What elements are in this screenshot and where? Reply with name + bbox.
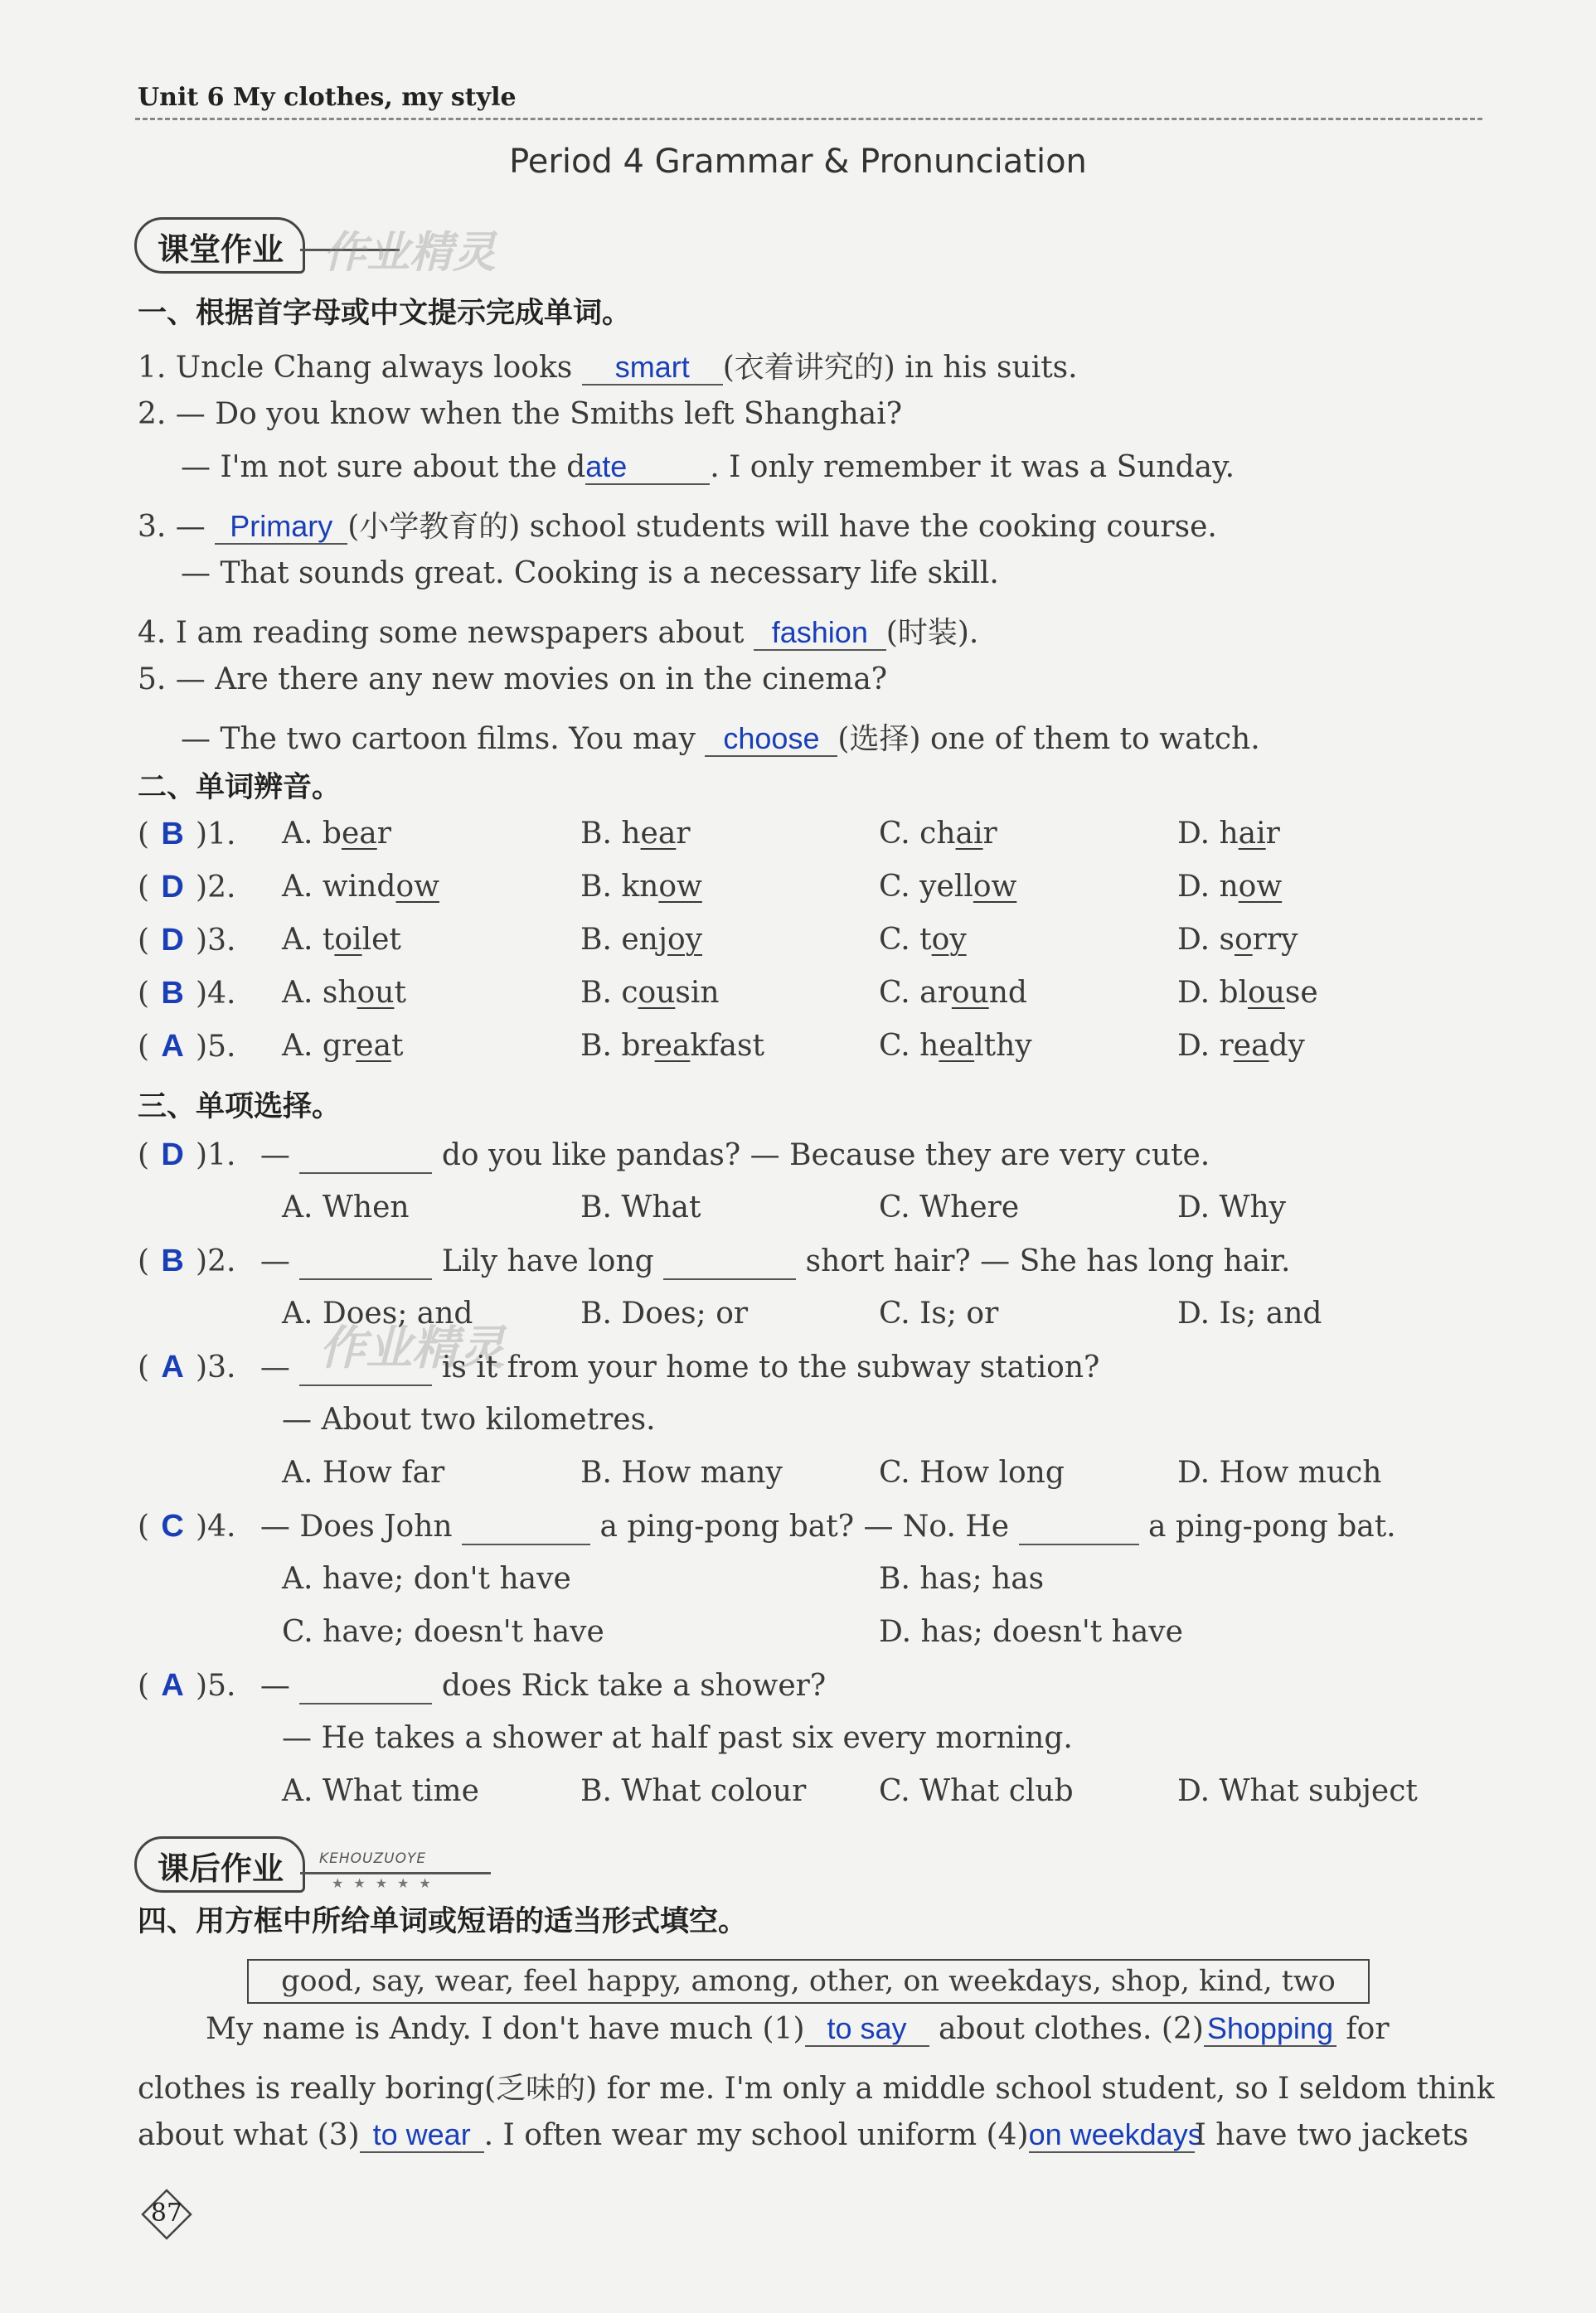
s3-q4-stem: ( C )4. — Does John a ping-pong bat? — No. He a ping-pong bat.: [138, 1509, 1396, 1544]
section-2-title: 二、单词辨音。: [138, 771, 342, 804]
s4-line-3-pre: about what (3): [138, 2118, 360, 2152]
s2-row-1-option-b: B. hear: [580, 817, 691, 851]
s2-row-1: ( B )1.: [138, 817, 236, 851]
s1-q5-reply: [181, 715, 1260, 758]
s3-q4-text-3: a ping-pong bat.: [1147, 1510, 1396, 1544]
s3-q2-number: )2.: [196, 1244, 236, 1278]
s4-line-3: [138, 2118, 1468, 2153]
s3-q1-dash: —: [260, 1138, 290, 1172]
s1-q3-reply: — That sounds great. Cooking is a necessary life skill.: [181, 556, 999, 590]
s3-q4-option-a: A. have; don't have: [282, 1562, 571, 1596]
s3-q3-answer: A: [161, 1350, 184, 1384]
s4-answer-3: to wear: [360, 2118, 484, 2153]
s1-q3-pre: 3. —: [138, 510, 206, 544]
s3-q5-option-c: C. What club: [879, 1774, 1074, 1808]
s2-number: )2.: [196, 870, 236, 904]
s2-row-4-option-b: B. cousin: [580, 976, 720, 1010]
s3-q1-stem: ( D )1. — do you like pandas? — Because they are very cute.: [138, 1137, 1210, 1172]
s2-answer: B: [161, 817, 184, 851]
s1-q3-question: [138, 503, 1217, 546]
s2-number: )5.: [196, 1030, 236, 1064]
s2-row-1-option-d: D. hair: [1177, 817, 1280, 851]
s2-row-2: ( D )2.: [138, 870, 236, 904]
s4-answer-4: on weekdays: [1028, 2117, 1203, 2151]
s3-q2-blank-2: [663, 1245, 796, 1280]
s4-answer-2: Shopping: [1204, 2012, 1336, 2047]
s3-q2-option-d: D. Is; and: [1177, 1297, 1322, 1331]
s2-row-3-option-a: A. toilet: [282, 923, 401, 957]
s1-q5-pre: — The two cartoon films. You may: [181, 722, 696, 756]
s1-q3-post: (小学教育的) school students will have the cooking course.: [347, 510, 1217, 544]
s3-q4-answer: C: [161, 1509, 184, 1544]
s3-q1-option-c: C. Where: [879, 1190, 1020, 1224]
unit-header: Unit 6 My clothes, my style: [138, 83, 517, 112]
section-4-title: 四、用方框中所给单词或短语的适当形式填空。: [138, 1905, 748, 1938]
s2-answer: A: [161, 1029, 184, 1064]
s2-row-2-option-c: C. yellow: [879, 870, 1017, 904]
s3-q5-text: does Rick take a shower?: [441, 1669, 827, 1703]
s3-q5-dash: —: [260, 1669, 290, 1703]
s1-q5-answer: choose: [705, 722, 837, 757]
s3-q5-blank: [299, 1670, 432, 1704]
s2-row-1-option-a: A. bear: [282, 817, 391, 851]
s2-row-2-option-d: D. now: [1177, 870, 1283, 904]
s4-answer-1: to say: [805, 2012, 929, 2047]
s1-q4-post: (时装).: [885, 616, 979, 650]
s3-q2-stem: ( B )2. — Lily have long short hair? — She has long hair.: [138, 1244, 1291, 1278]
s2-row-4-option-c: C. around: [879, 976, 1027, 1010]
s4-line-1-pre: My name is Andy. I don't have much (1): [206, 2012, 805, 2046]
s3-q2-dash: —: [260, 1244, 290, 1278]
s1-q1-answer: smart: [582, 351, 723, 386]
s3-q4-option-b: B. has; has: [879, 1562, 1045, 1596]
s3-q5-reply: — He takes a shower at half past six every morning.: [282, 1721, 1073, 1755]
watermark-logo: 作业精灵: [323, 228, 497, 278]
s2-row-5-option-d: D. ready: [1177, 1029, 1305, 1063]
s3-q3-reply: — About two kilometres.: [282, 1403, 656, 1437]
page-number: 87: [150, 2199, 183, 2228]
s3-q4-blank-2: [1019, 1510, 1139, 1545]
s3-q1-option-a: A. When: [282, 1190, 410, 1224]
header-divider: [135, 118, 1482, 120]
banner-classwork-label: 课堂作业: [158, 231, 284, 268]
word-box: good, say, wear, feel happy, among, other, on weekdays, shop, kind, two: [247, 1959, 1370, 2004]
s3-q5-stem: ( A )5. — does Rick take a shower?: [138, 1668, 827, 1703]
banner-homework-stars: ★★★★★: [332, 1875, 441, 1891]
s2-row-5: ( A )5.: [138, 1029, 236, 1064]
s2-row-3-option-d: D. sorry: [1177, 923, 1298, 957]
s3-q3-number: )3.: [196, 1350, 236, 1384]
s3-q1-option-d: D. Why: [1177, 1190, 1286, 1224]
s1-q5-question: 5. — Are there any new movies on in the cinema?: [138, 662, 888, 696]
s3-q2-option-c: C. Is; or: [879, 1297, 999, 1331]
s3-q3-option-b: B. How many: [580, 1456, 783, 1490]
s1-q2-answer: ate: [585, 450, 710, 485]
s1-q1-post: (衣着讲究的) in his suits.: [722, 351, 1078, 385]
s3-q5-option-b: B. What colour: [580, 1774, 807, 1808]
s4-line-1-mid: about clothes. (2): [938, 2012, 1204, 2046]
banner-homework-tail: [300, 1872, 491, 1874]
watermark-logo-2: 作业精灵: [319, 1321, 505, 1375]
s3-q5-option-a: A. What time: [282, 1774, 479, 1808]
s3-q3-dash: —: [260, 1350, 290, 1384]
s3-q2-option-b: B. Does; or: [580, 1297, 749, 1331]
s2-row-5-option-b: B. breakfast: [580, 1029, 764, 1063]
s2-row-3: ( D )3.: [138, 923, 236, 958]
s3-q4-option-c: C. have; doesn't have: [282, 1615, 604, 1649]
s2-answer: D: [161, 870, 184, 904]
s1-q2-reply: [181, 450, 1235, 485]
period-title: Period 4 Grammar & Pronunciation: [509, 143, 1087, 181]
s3-q4-number: )4.: [196, 1510, 236, 1544]
s2-answer: B: [161, 976, 184, 1011]
s4-line-1: [206, 2012, 1390, 2047]
section-1-title: 一、根据首字母或中文提示完成单词。: [138, 297, 632, 330]
s3-q2-answer: B: [161, 1244, 184, 1278]
s3-q1-blank: [299, 1139, 432, 1174]
s4-line-2: clothes is really boring(乏味的) for me. I'm only a middle school student, so I seldom think: [138, 2072, 1495, 2106]
s1-q2-post: . I only remember it was a Sunday.: [710, 450, 1235, 484]
s3-q3-stem: ( A )3. — is it from your home to the subway station?: [138, 1350, 1100, 1384]
s3-q2-text-1: Lily have long: [441, 1244, 654, 1278]
s1-q1: [138, 344, 1078, 386]
s2-row-1-option-c: C. chair: [879, 817, 997, 851]
s2-row-5-option-a: A. great: [282, 1029, 404, 1063]
s1-q4-answer: fashion: [754, 616, 886, 651]
s3-q4-text-2: a ping-pong bat? — No. He: [599, 1510, 1010, 1544]
section-3-title: 三、单项选择。: [138, 1090, 342, 1123]
s3-q1-text: do you like pandas? — Because they are very cute.: [441, 1138, 1210, 1172]
s2-number: )1.: [196, 817, 236, 851]
s3-q3-option-d: D. How much: [1177, 1456, 1382, 1490]
s1-q5-post: (选择) one of them to watch.: [837, 722, 1260, 756]
s3-q4-option-d: D. has; doesn't have: [879, 1615, 1183, 1649]
s2-number: )3.: [196, 924, 236, 958]
s2-row-4: ( B )4.: [138, 976, 236, 1011]
s2-row-4-option-a: A. shout: [282, 976, 406, 1010]
s3-q5-number: )5.: [196, 1669, 236, 1703]
s3-q2-blank-1: [299, 1245, 432, 1280]
s2-row-5-option-c: C. healthy: [879, 1029, 1032, 1063]
s1-q4-pre: 4. I am reading some newspapers about: [138, 616, 745, 650]
s3-q3-blank: [299, 1351, 432, 1386]
s1-q2-pre: — I'm not sure about the d: [181, 450, 586, 484]
s1-q2-question: 2. — Do you know when the Smiths left Shanghai?: [138, 397, 903, 431]
s3-q5-option-d: D. What subject: [1177, 1774, 1418, 1808]
s4-line-1-post: for: [1346, 2012, 1390, 2046]
s1-q4: [138, 609, 978, 652]
s1-q3-answer: Primary: [215, 510, 347, 545]
s2-answer: D: [161, 923, 184, 958]
s1-q1-pre: 1. Uncle Chang always looks: [138, 351, 573, 385]
banner-homework-label: 课后作业: [158, 1850, 284, 1887]
s2-row-3-option-b: B. enjoy: [580, 923, 703, 957]
s3-q4-text-1: — Does John: [260, 1510, 453, 1544]
s3-q2-text-2: short hair? — She has long hair.: [805, 1244, 1291, 1278]
s2-row-3-option-c: C. toy: [879, 923, 967, 957]
s3-q3-text: is it from your home to the subway station?: [441, 1350, 1100, 1384]
s2-row-4-option-d: D. blouse: [1177, 976, 1318, 1010]
s3-q1-answer: D: [161, 1137, 184, 1172]
s3-q4-blank-1: [462, 1510, 590, 1545]
s3-q3-option-a: A. How far: [282, 1456, 445, 1490]
s2-row-2-option-a: A. window: [282, 870, 439, 904]
s3-q3-option-c: C. How long: [879, 1456, 1065, 1490]
s3-q1-option-b: B. What: [580, 1190, 701, 1224]
s3-q1-number: )1.: [196, 1138, 236, 1172]
s3-q5-answer: A: [161, 1668, 184, 1703]
banner-homework-sub: KEHOUZUOYE: [319, 1850, 427, 1867]
s4-line-3-post: I have two jackets: [1194, 2118, 1469, 2152]
s4-line-3-mid: . I often wear my school uniform (4): [483, 2118, 1029, 2152]
s3-q2-option-a: A. Does; and: [282, 1297, 473, 1331]
s2-number: )4.: [196, 977, 236, 1011]
s2-row-2-option-b: B. know: [580, 870, 702, 904]
